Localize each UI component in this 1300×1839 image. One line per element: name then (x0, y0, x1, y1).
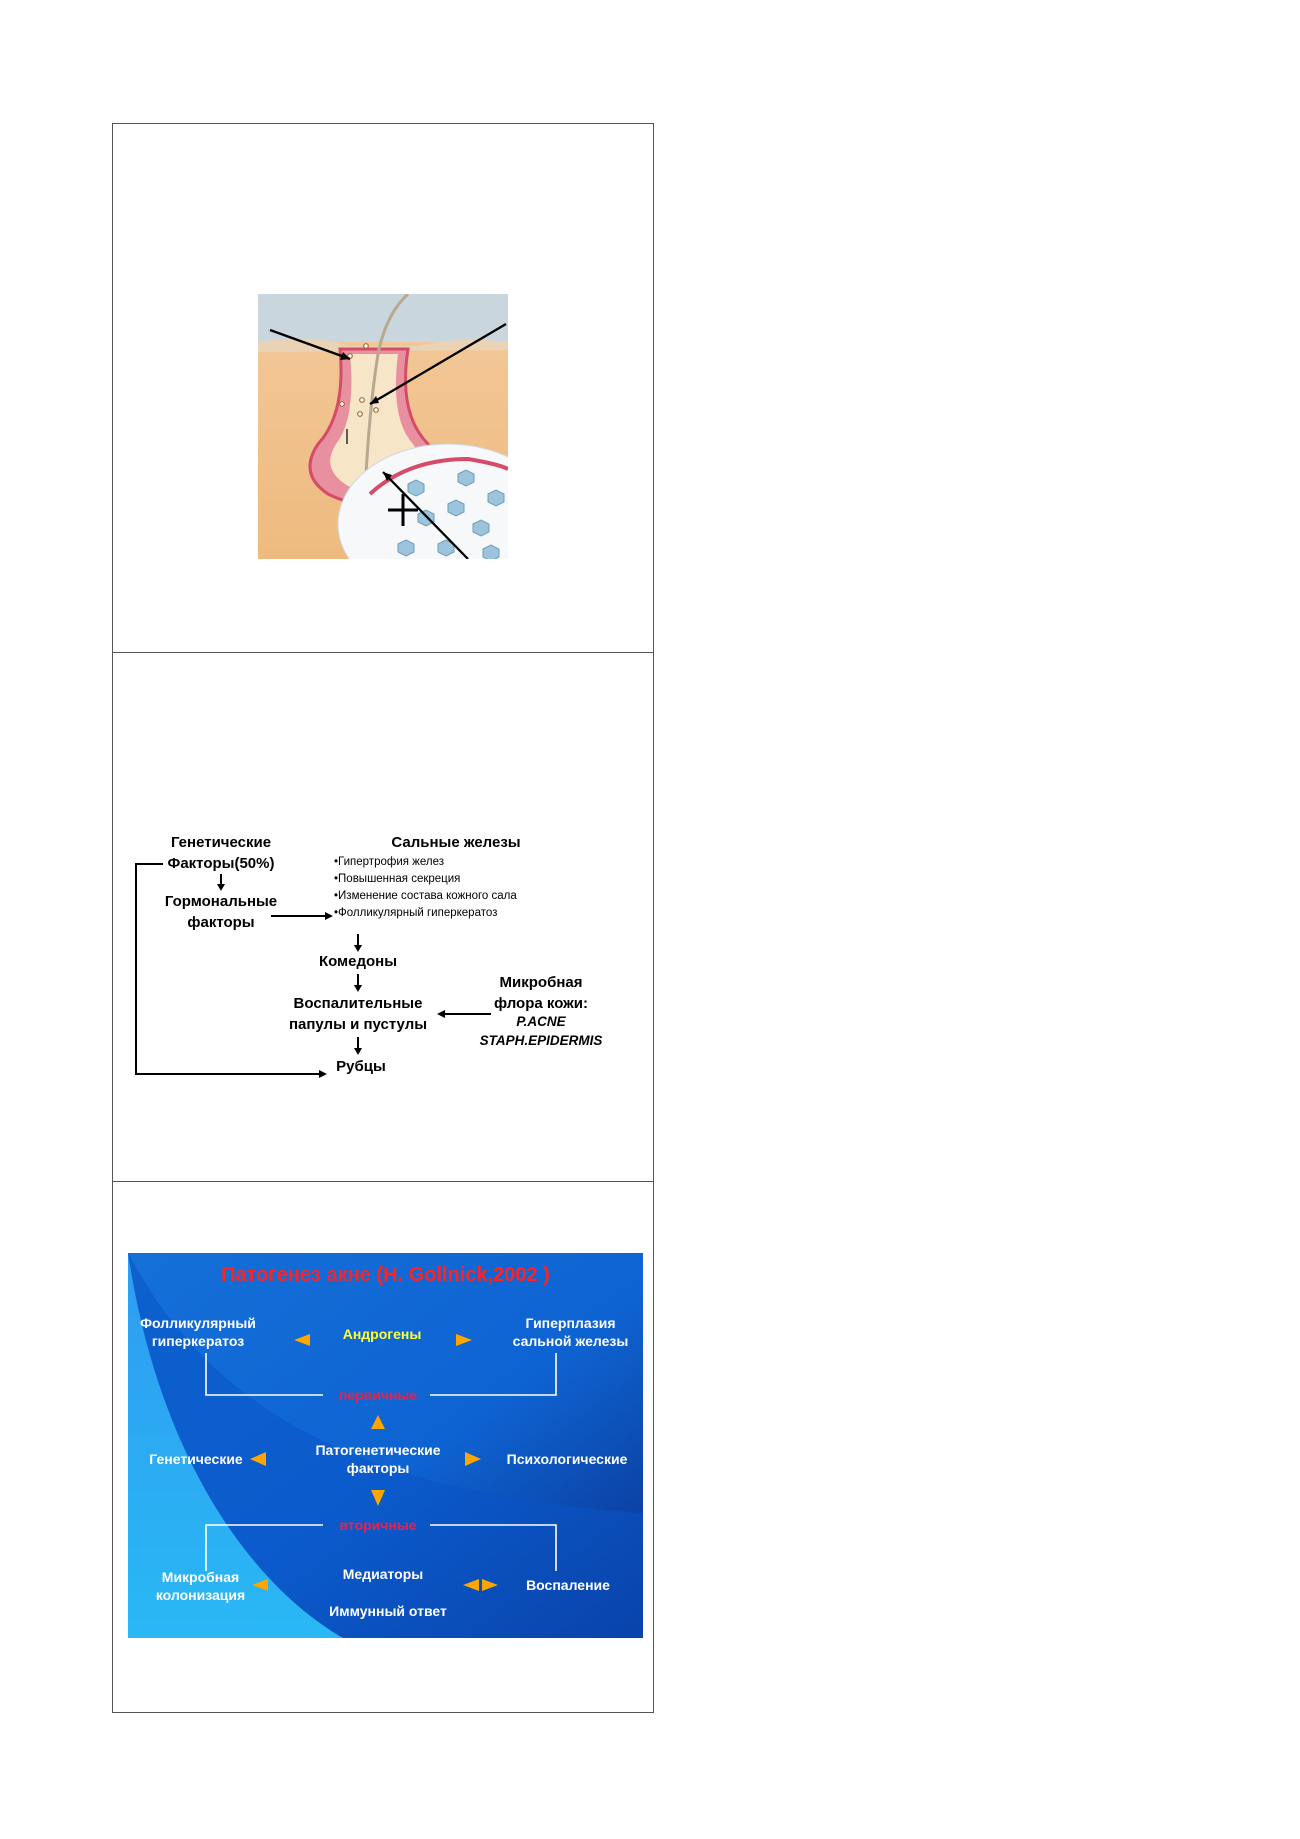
slide-title: Патогенез акне (H. Gollnick,2002 ) (221, 1264, 550, 1286)
handout-frame (112, 123, 654, 1713)
microbial-label-2: флора кожи: (493, 995, 589, 1012)
microbial-label-1: Микробная (499, 974, 583, 991)
sebaceous-item: •Гипертрофия желез (334, 856, 444, 868)
comedones-label: Комедоны (318, 953, 398, 970)
androgens-label: Андрогены (342, 1326, 422, 1342)
acne-follicle-illustration (258, 294, 508, 559)
hormonal-label-2: факторы (187, 914, 255, 931)
genetic-label-2: Факторы(50%) (167, 855, 275, 872)
inflammatory-label-1: Воспалительные (293, 995, 423, 1012)
genetic-label: Генетические (149, 1451, 243, 1467)
inflammatory-label-2: папулы и пустулы (288, 1016, 428, 1033)
primary-label: первичные (338, 1387, 418, 1403)
sebaceous-title: Сальные железы (391, 834, 521, 851)
sebaceous-item: •Фолликулярный гиперкератоз (334, 907, 498, 919)
slide-3 (113, 1182, 653, 1712)
secondary-label: вторичные (339, 1517, 417, 1533)
microbial-colonization-label: Микробная колонизация (155, 1569, 246, 1603)
sebaceous-item: •Повышенная секреция (334, 873, 461, 885)
pathogenetic-factors-label: Патогенетические факторы (315, 1442, 441, 1476)
mediators-label: Медиаторы (342, 1566, 424, 1582)
follicular-hyperkeratosis-label: Фолликулярный гиперкератоз (140, 1315, 256, 1349)
gland-hyperplasia-label: Гиперплазия сальной железы (512, 1315, 629, 1349)
acne-pathogenesis-flowchart (113, 653, 653, 1180)
immune-response-label: Иммунный ответ (329, 1603, 447, 1619)
microbe-label: P.ACNE (516, 1014, 566, 1029)
genetic-label-1: Генетические (170, 834, 272, 851)
psychological-label: Психологические (506, 1451, 628, 1467)
microbe-label: STAPH.EPIDERMIS (479, 1033, 603, 1048)
pathogenesis-slide (128, 1253, 643, 1638)
slide-2 (113, 653, 653, 1180)
inflammation-label: Воспаление (526, 1577, 610, 1593)
hormonal-label-1: Гормональные (164, 893, 278, 910)
sebaceous-item: •Изменение состава кожного сала (334, 890, 517, 902)
scars-label: Рубцы (336, 1058, 386, 1075)
slide-1 (113, 124, 653, 652)
